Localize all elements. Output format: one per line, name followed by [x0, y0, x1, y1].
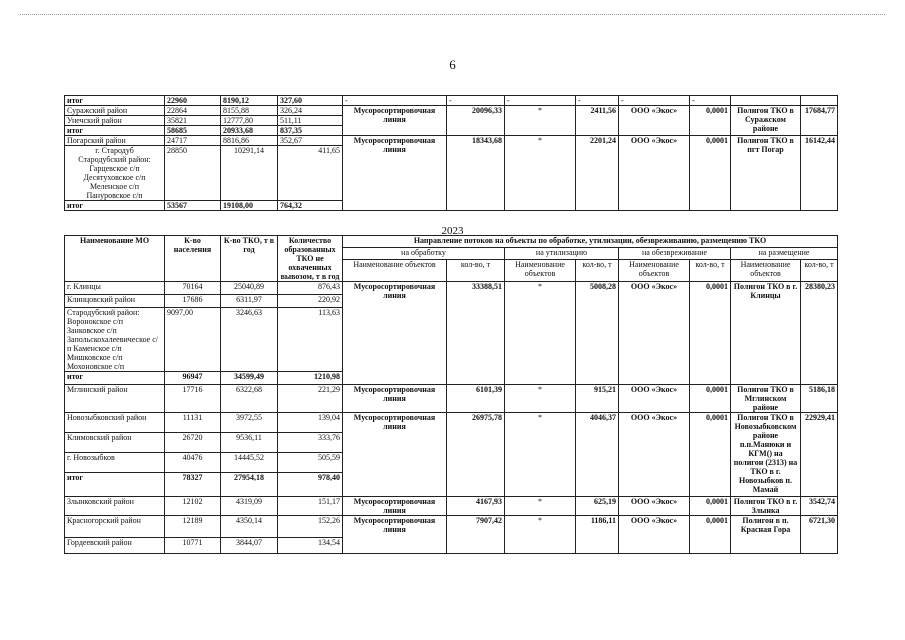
- cell: 17716: [165, 385, 221, 413]
- cell-place-qty: 5186,18: [801, 385, 838, 413]
- cell-neut: 5008,28: [576, 282, 619, 385]
- cell: 8190,12: [221, 96, 278, 106]
- cell: 9536,11: [221, 433, 278, 453]
- cell-util: *: [505, 282, 576, 385]
- cell-place-qty: 17684,77: [801, 106, 838, 136]
- table-row: [65, 96, 838, 106]
- cell-coef: 0,0001: [690, 136, 731, 211]
- cell: г. Стародуб Стародубский район: Гарцевское с/п Десятуховское с/п Меленское с/п Пануровское с/п: [65, 146, 165, 201]
- cell-neut: 4046,37: [576, 413, 619, 497]
- cell: 1210,98: [278, 372, 343, 385]
- header-rule: [20, 14, 885, 15]
- cell: итог: [65, 473, 165, 497]
- table-row: [65, 497, 838, 516]
- year-heading: 2023: [441, 225, 464, 237]
- cell: итог: [65, 126, 165, 136]
- cell-coef: 0,0001: [690, 385, 731, 413]
- cell: 505,59: [278, 453, 343, 473]
- cell-place: Полигон ТКО в Новозыбковском районе п.п.Манюки и КГМ() на полигон (2313) на ТКО в г. Новозыбков п. Мамай: [731, 413, 801, 497]
- cell: Климовский район: [65, 433, 165, 453]
- cell: Суражский район: [65, 106, 165, 116]
- cell: -: [619, 96, 690, 106]
- cell-type: Мусоросортировочная линия: [343, 282, 447, 385]
- header-population: К-во населения: [165, 236, 221, 282]
- cell-util: *: [505, 497, 576, 516]
- cell-type: Мусоросортировочная линия: [343, 497, 447, 516]
- header-obj-name: Наименование объектов: [343, 259, 447, 281]
- cell-util: *: [505, 106, 576, 136]
- cell: 6311,97: [221, 295, 278, 308]
- cell-neut: 915,21: [576, 385, 619, 413]
- cell: 78327: [165, 473, 221, 497]
- cell-neut: 625,19: [576, 497, 619, 516]
- cell: 34599,49: [221, 372, 278, 385]
- cell: 876,43: [278, 282, 343, 295]
- cell: 12102: [165, 497, 221, 516]
- cell-coef: 0,0001: [690, 413, 731, 497]
- header-uncovered: Количество образованных ТКО не охваченных вывозом, т в год: [278, 236, 343, 282]
- cell: 3844,07: [221, 538, 278, 554]
- cell-place: Полигон ТКО в пгт Погар: [731, 136, 801, 211]
- cell: Стародубский район: Воронокское с/п Занковское с/п Запольскохалеевическое с/п Каменское с/п Мишковское с/п Мохоновское с/п: [65, 308, 165, 372]
- header-obj-name: Наименование объектов: [619, 259, 690, 281]
- cell: 26720: [165, 433, 221, 453]
- cell: 12189: [165, 516, 221, 538]
- cell: 17686: [165, 295, 221, 308]
- cell: 96947: [165, 372, 221, 385]
- cell: г. Клинцы: [65, 282, 165, 295]
- cell-place-qty: 16142,44: [801, 136, 838, 211]
- cell-type: Мусоросортировочная линия: [343, 516, 447, 554]
- header-direction: Направление потоков на объекты по обработке, утилизации, обезвреживанию, размещению ТКО: [343, 236, 838, 248]
- cell: 14445,52: [221, 453, 278, 473]
- cell-qty: 4167,93: [447, 497, 505, 516]
- cell: 113,63: [278, 308, 343, 372]
- cell: Новозыбковский район: [65, 413, 165, 433]
- cell: 11131: [165, 413, 221, 433]
- table-row: [65, 106, 838, 116]
- cell: итог: [65, 201, 165, 211]
- cell-qty: 6101,39: [447, 385, 505, 413]
- cell: 3972,55: [221, 413, 278, 433]
- header-obj-name: Наименование объектов: [505, 259, 576, 281]
- cell: -: [505, 96, 576, 106]
- cell-coef: 0,0001: [690, 516, 731, 554]
- cell: 837,35: [278, 126, 343, 136]
- cell-neut: 2411,56: [576, 106, 619, 136]
- table-row: [65, 136, 838, 146]
- table-row: [65, 516, 838, 538]
- cell: 9097,00: [165, 308, 221, 372]
- cell-type: Мусоросортировочная линия: [343, 413, 447, 497]
- cell: 22960: [165, 96, 221, 106]
- cell: итог: [65, 372, 165, 385]
- cell-place-qty: 6721,30: [801, 516, 838, 554]
- table-2023: [64, 235, 838, 554]
- cell: 326,24: [278, 106, 343, 116]
- cell: 333,76: [278, 433, 343, 453]
- cell: 20933,68: [221, 126, 278, 136]
- header-mo: Наименование МО: [65, 236, 165, 282]
- cell: 12777,80: [221, 116, 278, 126]
- table-row: [65, 282, 838, 295]
- cell-util: *: [505, 385, 576, 413]
- cell-place: Полигон в п. Красная Гора: [731, 516, 801, 554]
- cell-type: Мусоросортировочная линия: [343, 106, 447, 136]
- cell: Погарский район: [65, 136, 165, 146]
- cell: 327,60: [278, 96, 343, 106]
- cell: -: [447, 96, 505, 106]
- cell: Гордеевский район: [65, 538, 165, 554]
- cell-org: ООО «Экос»: [619, 385, 690, 413]
- cell: 139,04: [278, 413, 343, 433]
- cell: г. Новозыбков: [65, 453, 165, 473]
- cell-qty: 20096,33: [447, 106, 505, 136]
- cell-type: Мусоросортировочная линия: [343, 136, 447, 211]
- cell: 22864: [165, 106, 221, 116]
- cell: 27954,18: [221, 473, 278, 497]
- cell-org: ООО «Экос»: [619, 413, 690, 497]
- cell-place: Полигон ТКО в Мглинском районе: [731, 385, 801, 413]
- cell-coef: 0,0001: [690, 106, 731, 136]
- cell: 19108,00: [221, 201, 278, 211]
- cell: -: [690, 96, 731, 106]
- page-number: 6: [449, 57, 456, 72]
- cell: 221,29: [278, 385, 343, 413]
- cell-org: ООО «Экос»: [619, 516, 690, 554]
- cell-coef: 0,0001: [690, 282, 731, 385]
- cell-util: *: [505, 413, 576, 497]
- cell: 6322,68: [221, 385, 278, 413]
- cell: 3246,63: [221, 308, 278, 372]
- cell: 151,17: [278, 497, 343, 516]
- cell: 53567: [165, 201, 221, 211]
- header-row: [65, 236, 838, 248]
- cell: 28850: [165, 146, 221, 201]
- cell-org: ООО «Экос»: [619, 136, 690, 211]
- cell: 24717: [165, 136, 221, 146]
- cell: 4319,09: [221, 497, 278, 516]
- cell: -: [576, 96, 619, 106]
- cell-coef: 0,0001: [690, 497, 731, 516]
- cell-place: Полигон ТКО в г. Злынка: [731, 497, 801, 516]
- cell-org: ООО «Экос»: [619, 282, 690, 385]
- cell-type: Мусоросортировочная линия: [343, 385, 447, 413]
- cell-qty: 18343,68: [447, 136, 505, 211]
- cell-place-qty: 28380,23: [801, 282, 838, 385]
- cell-qty: 33388,51: [447, 282, 505, 385]
- header-tko: К-во ТКО, т в год: [221, 236, 278, 282]
- header-obj-name: Наименование объектов: [731, 259, 801, 281]
- cell: 10291,14: [221, 146, 278, 201]
- cell: Красногорский район: [65, 516, 165, 538]
- cell: 8816,86: [221, 136, 278, 146]
- cell: Клинцовский район: [65, 295, 165, 308]
- header-neutralization: на обезвреживание: [619, 247, 731, 259]
- cell-place-qty: 22929,41: [801, 413, 838, 497]
- cell: [731, 96, 801, 106]
- cell: 152,26: [278, 516, 343, 538]
- cell: 511,11: [278, 116, 343, 126]
- table-row: [65, 385, 838, 413]
- cell-qty: 7907,42: [447, 516, 505, 554]
- cell: 40476: [165, 453, 221, 473]
- cell-org: ООО «Экос»: [619, 106, 690, 136]
- cell: 220,92: [278, 295, 343, 308]
- cell-place-qty: 3542,74: [801, 497, 838, 516]
- table-2022-continued: [64, 95, 838, 211]
- cell: 70164: [165, 282, 221, 295]
- cell: 58685: [165, 126, 221, 136]
- cell-qty: 26975,78: [447, 413, 505, 497]
- cell: 411,65: [278, 146, 343, 201]
- cell: Унечский район: [65, 116, 165, 126]
- header-qty: кол-во, т: [690, 259, 731, 281]
- cell: 764,32: [278, 201, 343, 211]
- cell-util: *: [505, 516, 576, 554]
- cell: Мглинский район: [65, 385, 165, 413]
- cell: 978,40: [278, 473, 343, 497]
- cell-org: ООО «Экос»: [619, 497, 690, 516]
- cell: 25040,89: [221, 282, 278, 295]
- cell: итог: [65, 96, 165, 106]
- cell-neut: 1186,11: [576, 516, 619, 554]
- cell: 10771: [165, 538, 221, 554]
- header-qty: кол-во, т: [447, 259, 505, 281]
- cell: -: [343, 96, 447, 106]
- header-qty: кол-во, т: [801, 259, 838, 281]
- header-processing: на обработку: [343, 247, 505, 259]
- cell: 134,54: [278, 538, 343, 554]
- cell: 35821: [165, 116, 221, 126]
- table-row: [65, 413, 838, 433]
- header-placement: на размещение: [731, 247, 838, 259]
- header-utilization: на утилизацию: [505, 247, 619, 259]
- cell-util: *: [505, 136, 576, 211]
- cell-place: Полигон ТКО в Суражском районе: [731, 106, 801, 136]
- cell: [801, 96, 838, 106]
- cell: 4350,14: [221, 516, 278, 538]
- cell-neut: 2201,24: [576, 136, 619, 211]
- cell: 8155,88: [221, 106, 278, 116]
- cell: Злынковский район: [65, 497, 165, 516]
- cell-place: Полигон ТКО в г. Клинцы: [731, 282, 801, 385]
- header-qty: кол-во, т: [576, 259, 619, 281]
- cell: 352,67: [278, 136, 343, 146]
